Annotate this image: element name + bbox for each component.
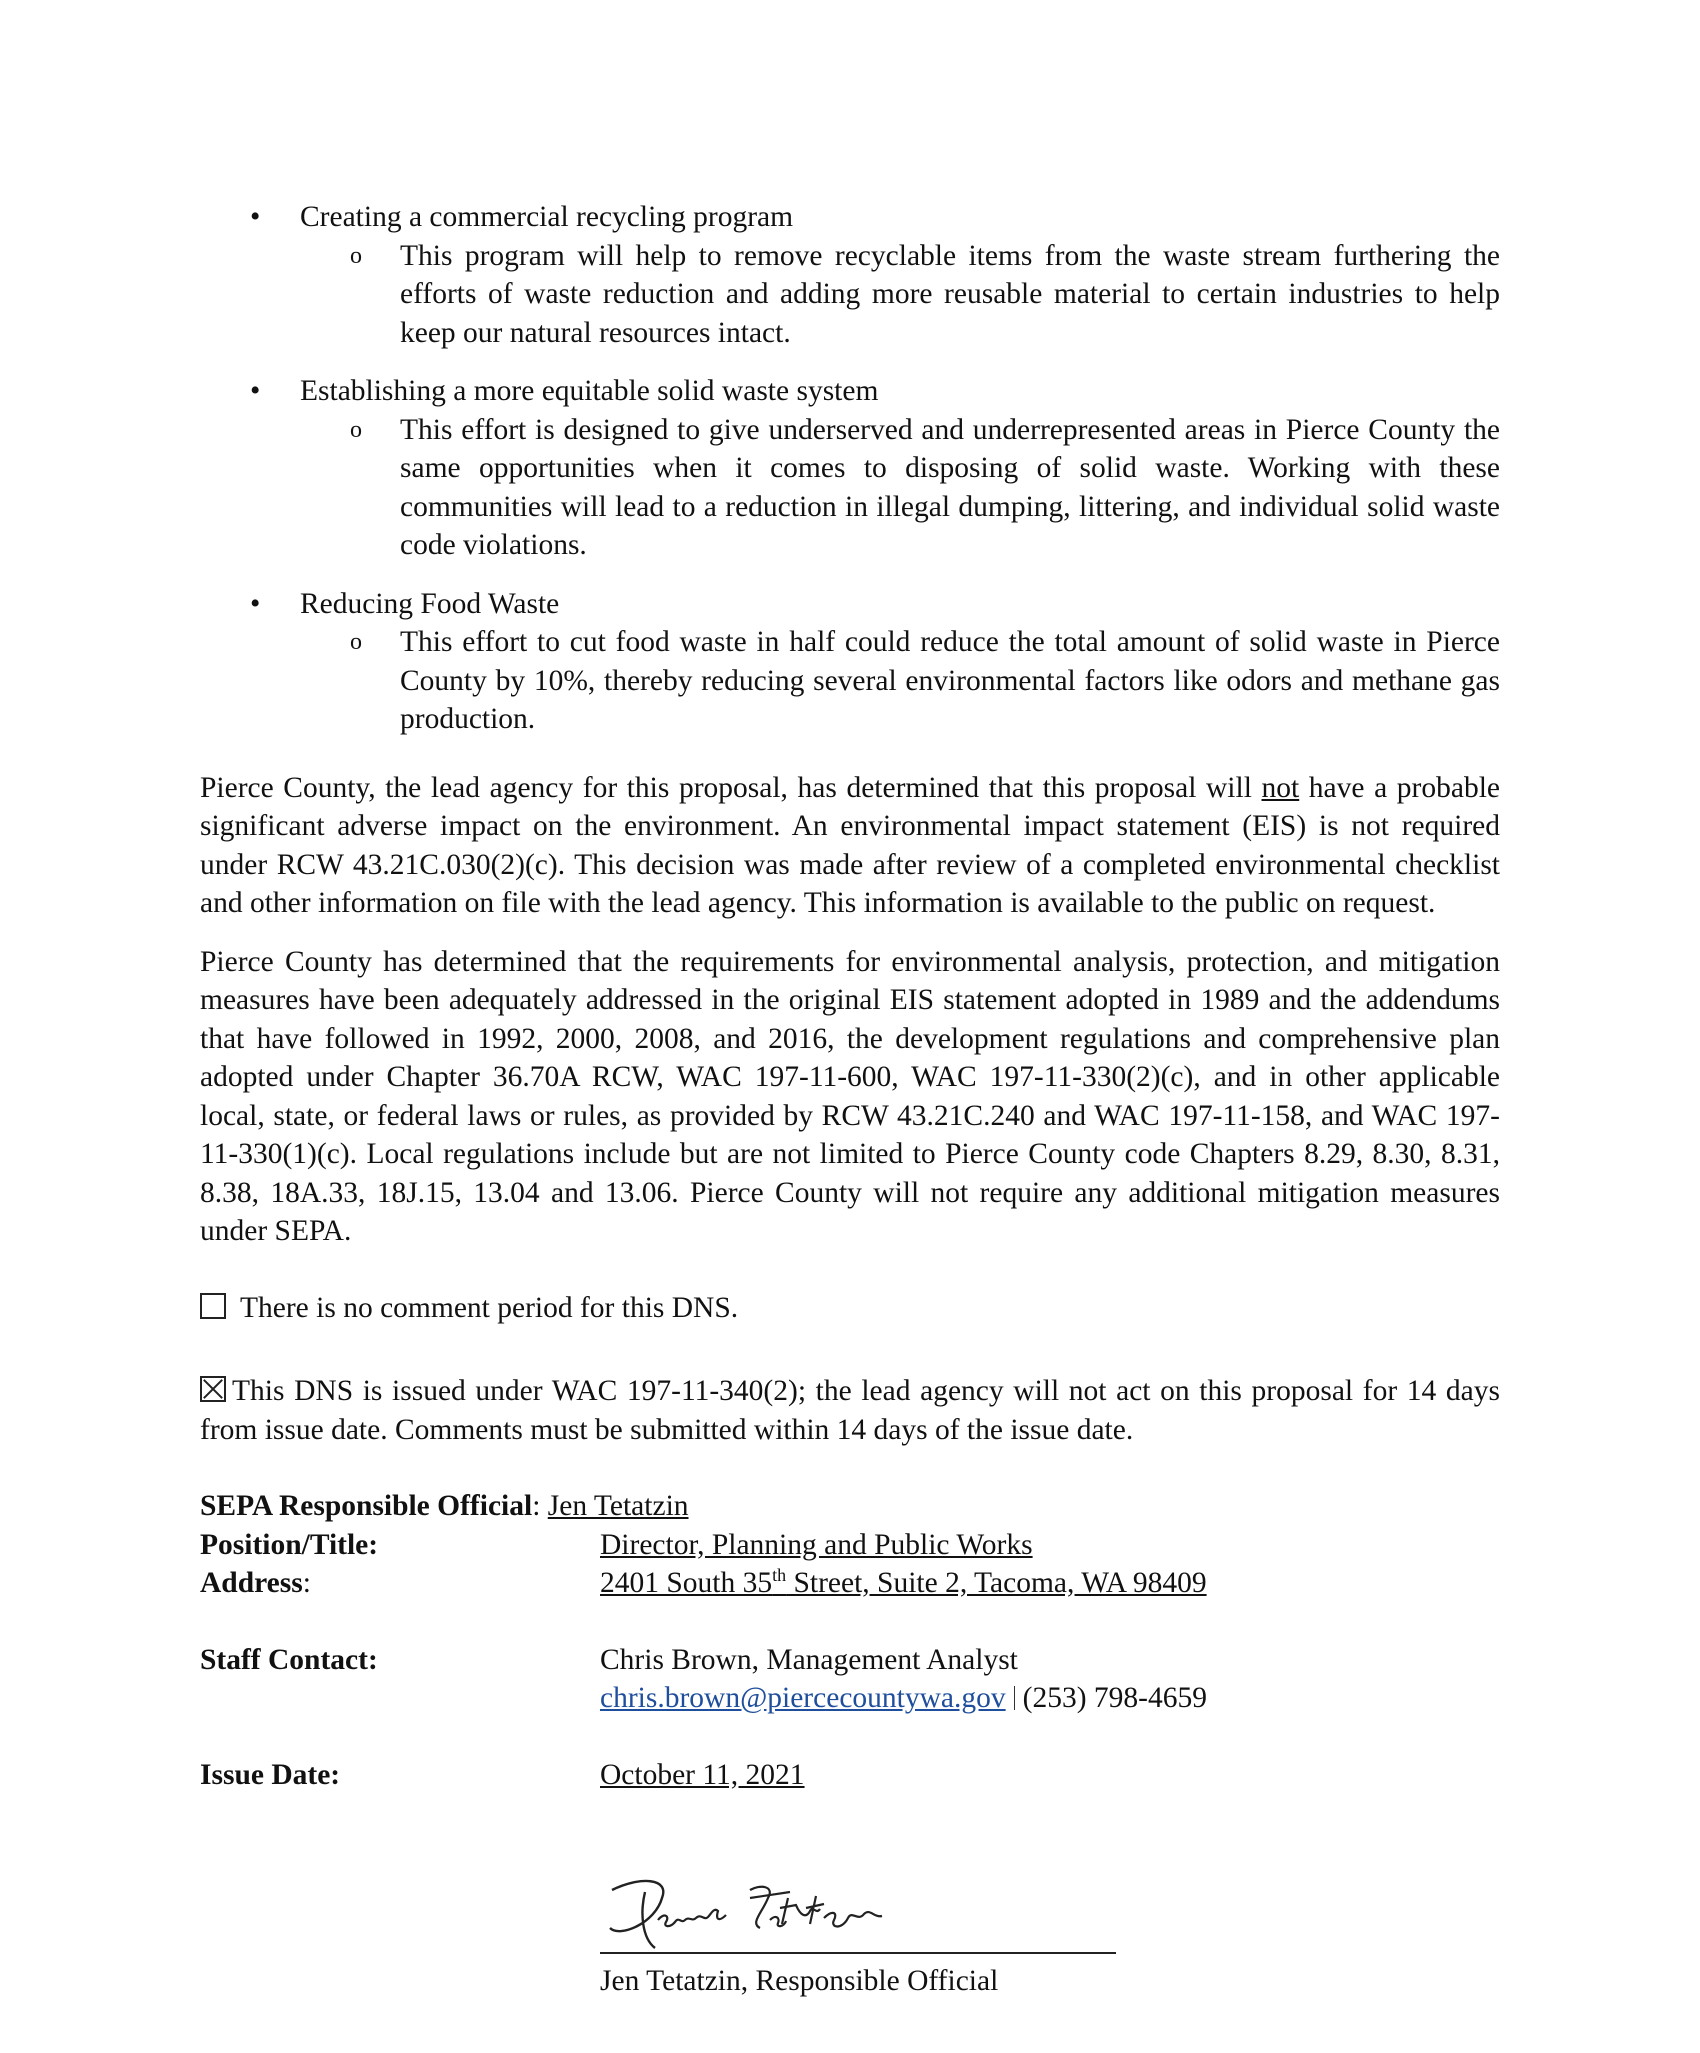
signature-block: [600, 1868, 1120, 1997]
sub-bullet-item: [200, 237, 1500, 353]
sub-bullet-item: [200, 411, 1500, 565]
address-value: 2401 South 35th Street, Suite 2, Tacoma, WA 98409: [600, 1565, 1207, 1599]
position-label: Position/Title:: [200, 1528, 379, 1561]
position-value: Director, Planning and Public Works: [600, 1528, 1033, 1561]
comment-period-option: This DNS is issued under WAC 197-11-340(2); the lead agency will not act on this proposal for 14 days from issue date. Comments must be submitted within 14 days of the issue date.: [200, 1375, 1500, 1446]
address-row: [200, 1564, 1500, 1603]
checkbox-checked-icon[interactable]: [200, 1376, 226, 1402]
sub-bullet-icon: o: [350, 629, 362, 655]
address-label: Address:: [200, 1567, 311, 1599]
signature-caption: Jen Tetatzin, Responsible Official: [600, 1965, 999, 1997]
official-row: SEPA Responsible Official: Jen Tetatzin: [200, 1490, 689, 1522]
signature-line: [600, 1952, 1116, 1954]
staff-name: Chris Brown, Management Analyst: [600, 1643, 1018, 1676]
no-comment-option: There is no comment period for this DNS.: [200, 1289, 1500, 1328]
position-row: [200, 1526, 1500, 1565]
staff-contact-row: [200, 1679, 1500, 1718]
staff-phone: (253) 798-4659: [1022, 1682, 1207, 1714]
sub-bullet-item: [200, 623, 1500, 739]
sub-bullet-icon: o: [350, 416, 362, 443]
bullet-icon: •: [250, 201, 261, 233]
emphasis-not: not: [1261, 771, 1300, 804]
staff-row: [200, 1641, 1500, 1680]
document-body: [200, 198, 1500, 1794]
bullet-title: Reducing Food Waste: [300, 587, 560, 620]
checkbox-unchecked-icon[interactable]: [200, 1293, 226, 1319]
bullet-icon: •: [250, 587, 261, 620]
sub-bullet-text: This program will help to remove recyclable items from the waste stream furthering the efforts of waste reduction and adding more reusable material to certain industries to help keep our natural resources intact.: [400, 239, 1500, 349]
bullet-item: [200, 372, 1500, 411]
staff-block: [200, 1641, 1500, 1718]
bullet-title: Creating a commercial recycling program: [300, 201, 794, 233]
bullet-item: [200, 198, 1500, 237]
sub-bullet-text: This effort is designed to give underserved and underrepresented areas in Pierce County the same opportunities when it comes to disposing of solid waste. Working with these communities will lead to a reduction in illegal dumping, littering, and individual solid waste code violations.: [400, 413, 1500, 561]
requirements-paragraph: Pierce County has determined that the requirements for environmental analysis, protection, and mitigation measures have been adequately addressed in the original EIS statement adopted in 1989 and the addendums that have followed in 1992, 2000, 2008, and 2016, the development regulations and comprehensive plan adopted under Chapter 36.70A RCW, WAC 197-11-600, WAC 197-11-330(2)(c), and in other applicable local, state, or federal laws or rules, as provided by RCW 43.21C.240 and WAC 197-11-158, and WAC 197-11-330(1)(c). Local regulations include but are not limited to Pierce County code Chapters 8.29, 8.30, 8.31, 8.38, 18A.33, 18J.15, 13.04 and 13.06. Pierce County will not require any additional mitigation measures under SEPA.: [200, 945, 1500, 1247]
signature-image: [600, 1868, 900, 1958]
bullet-icon: •: [250, 375, 261, 407]
issue-date-value: October 11, 2021: [600, 1758, 805, 1791]
determination-paragraph: Pierce County, the lead agency for this proposal, has determined that this proposal will not have a probable significant adverse impact on the environment. An environmental impact statement (EIS) is not required under RCW 43.21C.030(2)(c). This decision was made after review of a completed environmental checklist and other information on file with the lead agency. This information is available to the public on request.: [200, 771, 1500, 919]
staff-label: Staff Contact:: [200, 1643, 378, 1676]
staff-email-link[interactable]: chris.brown@piercecountywa.gov: [600, 1682, 1006, 1714]
issue-date-label: Issue Date:: [200, 1758, 341, 1791]
official-block: [200, 1487, 1500, 1603]
sub-bullet-text: This effort to cut food waste in half could reduce the total amount of solid waste in Pierce County by 10%, thereby reducing several environmental factors like odors and methane gas production.: [400, 626, 1500, 735]
official-name: Jen Tetatzin: [547, 1490, 689, 1522]
official-label: SEPA Responsible Official: [200, 1490, 533, 1522]
issue-date-row: [200, 1756, 1500, 1795]
separator-divider: [1014, 1686, 1015, 1710]
bullet-item: [200, 585, 1500, 624]
bullet-title: Establishing a more equitable solid waste system: [300, 375, 879, 407]
sub-bullet-icon: o: [350, 242, 362, 269]
